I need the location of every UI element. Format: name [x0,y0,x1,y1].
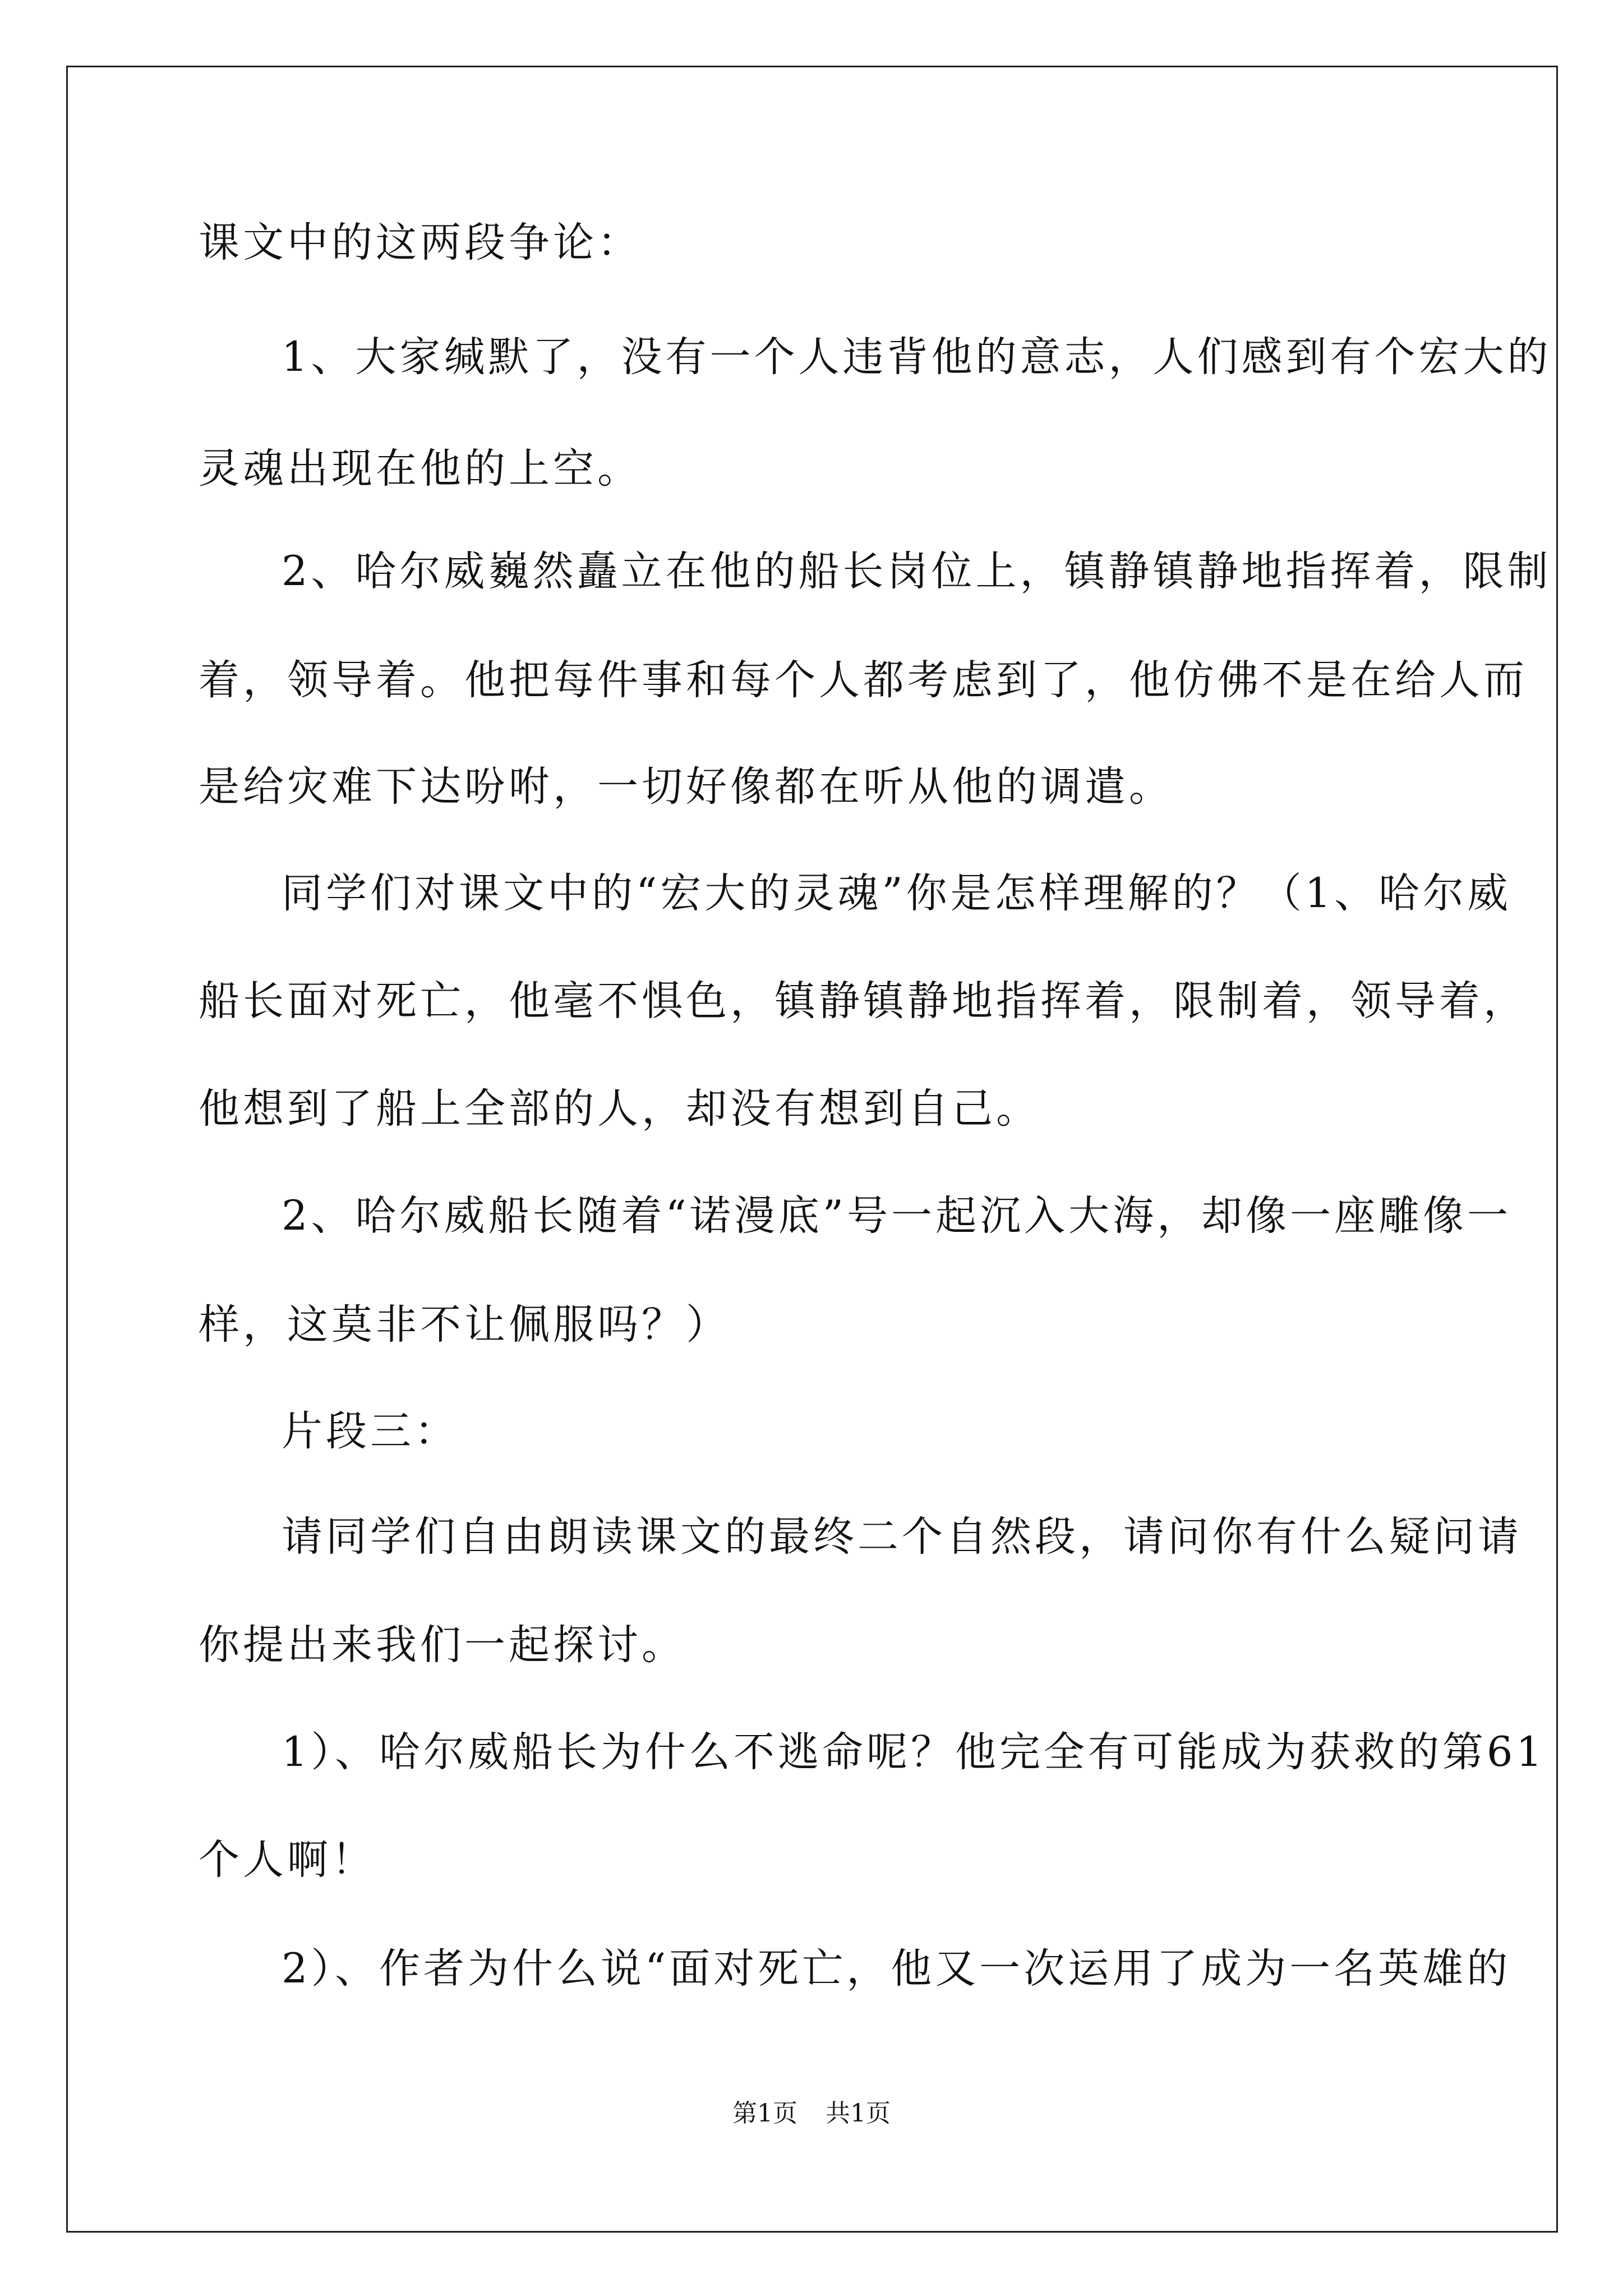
text-line-16: 个人啊！ [199,1836,376,1884]
text-line-9: 他想到了船上全部的人，却没有想到自己。 [199,1085,1040,1133]
text-line-11: 样，这莫非不让佩服吗？） [199,1301,730,1349]
page-frame [66,66,1558,2233]
text-line-8: 船长面对死亡，他毫不惧色，镇静镇静地指挥着，限制着，领导着， [199,977,1528,1025]
text-line-15: 1）、哈尔威船长为什么不逃命呢？他完全有可能成为获救的第61 [282,1728,1546,1776]
text-line-10: 2、哈尔威船长随着“诺漫底”号一起沉入大海，却像一座雕像一 [282,1192,1512,1240]
text-line-3: 灵魂出现在他的上空。 [199,445,642,493]
text-line-2: 1、大家缄默了，没有一个人违背他的意志，人们感到有个宏大的 [282,333,1552,381]
text-line-5: 着，领导着。他把每件事和每个人都考虑到了，他仿佛不是在给人而 [199,656,1528,704]
text-line-1: 课文中的这两段争论： [199,219,642,266]
page-number: 第1页 [732,2099,797,2128]
text-line-17: 2）、作者为什么说“面对死亡，他又一次运用了成为一名英雄的 [282,1945,1511,1993]
text-line-12: 片段三： [282,1407,459,1455]
page-total: 共1页 [826,2099,891,2128]
text-line-7: 同学们对课文中的“宏大的灵魂”你是怎样理解的？（1、哈尔威 [282,869,1512,917]
text-line-14: 你提出来我们一起探讨。 [199,1621,686,1669]
text-line-4: 2、哈尔威巍然矗立在他的船长岗位上，镇静镇静地指挥着，限制 [282,547,1552,595]
text-line-13: 请同学们自由朗读课文的最终二个自然段，请问你有什么疑问请 [282,1513,1522,1561]
text-line-6: 是给灾难下达吩咐，一切好像都在听从他的调遣。 [199,763,1173,811]
page-footer [0,2098,1623,2129]
